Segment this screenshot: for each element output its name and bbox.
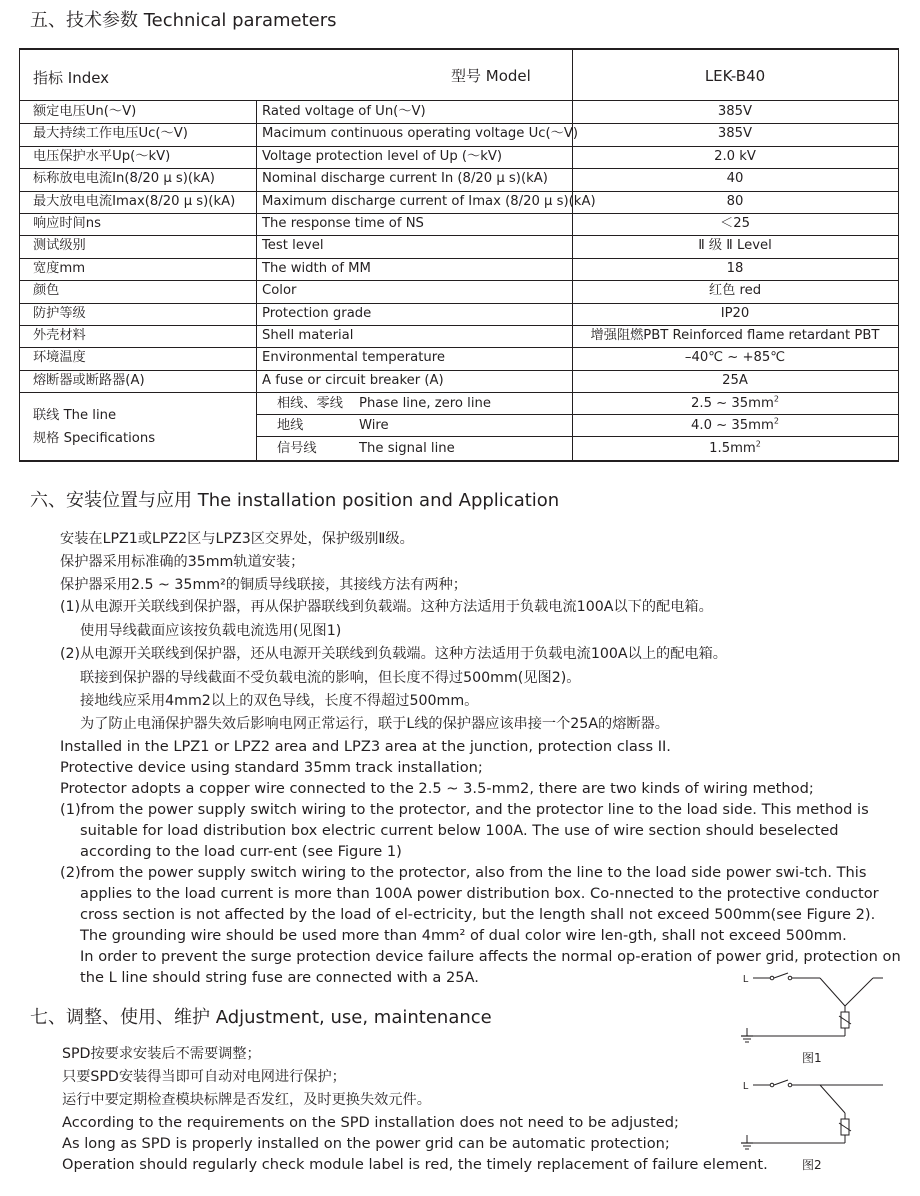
- spec-value-text: 4.0 ~ 35mm: [691, 418, 774, 433]
- table-header-value: LEK-B40: [704, 67, 766, 85]
- table-divider-spec: [256, 392, 257, 460]
- table-row-value: Ⅱ 级 Ⅱ Level: [698, 238, 772, 254]
- table-row-label-en: Protection grade: [262, 305, 372, 321]
- table-row-label-cn: 响应时间ns: [33, 216, 101, 231]
- section-6-line: (2)从电源开关联线到保护器，还从电源开关联线到负载端。这种方法适用于负载电流100A以上的配电箱。: [60, 646, 727, 662]
- table-row-rule: [19, 258, 899, 259]
- table-row-label-cn: 电压保护水平Up(～kV): [33, 148, 171, 164]
- table-row-rule: [19, 235, 899, 236]
- spec-row-rule-1: [256, 414, 899, 415]
- spec-row-en: The signal line: [359, 441, 455, 456]
- section-6-line: 保护器采用2.5 ~ 35mm²的铜质导线联接，其接线方法有两种；: [60, 577, 467, 593]
- table-row-label-en: Nominal discharge current In (8/20 μ s)(kA): [262, 171, 548, 187]
- table-row-label-cn: 最大放电电流Imax(8/20 μ s)(kA): [33, 193, 236, 209]
- table-row-rule: [19, 213, 899, 214]
- section-6-line: 使用导线截面应该按负载电流选用(见图1): [80, 623, 342, 639]
- section-6-line: cross section is not affected by the load of el-ectricity, but the length shall not exceed 500mm(see Figure 2).: [80, 906, 876, 923]
- table-border-left: [19, 50, 20, 460]
- table-row-label-en: Rated voltage of Un(～V): [262, 104, 426, 119]
- section-6-line: (2)from the power supply switch wiring to the protector, also from the line to the load side power swi-tch. This: [60, 864, 867, 881]
- section-6-line: Protective device using standard 35mm track installation;: [60, 759, 483, 776]
- table-row-label-cn: 标称放电电流In(8/20 μ s)(kA): [33, 171, 215, 187]
- section-6-line: 安装在LPZ1或LPZ2区与LPZ3区交界处，保护级别Ⅱ级。: [60, 531, 414, 547]
- section-6-line: In order to prevent the surge protection device failure affects the normal op-eration of power grid, protection on: [80, 948, 901, 965]
- table-row-label-cn: 测试级别: [33, 238, 86, 254]
- table-row-value: 2.0 kV: [714, 148, 756, 164]
- wiring-diagram-figure-2: [735, 1075, 895, 1165]
- table-row-rule: [19, 325, 899, 326]
- spec-row-cn: 地线: [277, 418, 304, 433]
- table-row-label-cn: 外壳材料: [33, 328, 86, 343]
- section-6-title: 六、安装位置与应用 The installation position and Application: [30, 490, 560, 511]
- section-6-line: 联接到保护器的导线截面不受负载电流的影响，但长度不得过500mm(见图2)。: [80, 670, 581, 686]
- table-row-value: –40℃ ~ +85℃: [684, 350, 786, 366]
- table-row-rule: [19, 146, 899, 147]
- section-6-line: according to the load curr-ent (see Figure 1): [80, 843, 402, 860]
- table-row-value: IP20: [720, 305, 750, 321]
- table-row-rule: [19, 168, 899, 169]
- table-row-rule: [19, 191, 899, 192]
- spec-row-value: [572, 417, 898, 435]
- spec-row-cn: 信号线: [277, 441, 317, 456]
- table-row-label-en: Voltage protection level of Up (～kV): [262, 148, 503, 164]
- section-7-title: 七、调整、使用、维护 Adjustment, use, maintenance: [30, 1007, 492, 1028]
- table-row-label-en: A fuse or circuit breaker (A): [262, 372, 444, 388]
- line-label-l: L: [743, 974, 749, 985]
- table-row-rule: [19, 347, 899, 348]
- table-row-value: 40: [726, 171, 744, 187]
- section-6-line: (1)from the power supply switch wiring to the protector, and the protector line to the load side. This method is: [60, 801, 869, 818]
- spec-table: [19, 48, 899, 462]
- section-7-line: 运行中要定期检查模块标牌是否发红，及时更换失效元件。: [62, 1092, 431, 1108]
- table-row-value: 385V: [717, 104, 753, 119]
- table-row-value: 80: [726, 193, 744, 209]
- table-row-label-en: The width of MM: [262, 260, 371, 276]
- table-row-label-en: Environmental temperature: [262, 350, 446, 366]
- spec-row-en: Phase line, zero line: [359, 396, 491, 411]
- table-row-label-en: The response time of NS: [262, 216, 424, 231]
- line-spec-label-cn: 联线 The line: [33, 408, 117, 423]
- table-row-label-en: Color: [262, 283, 297, 299]
- section-6-line: 保护器采用标准确的35mm轨道安装；: [60, 554, 305, 570]
- section-7-line: Operation should regularly check module label is red, the timely replacement of failure element.: [62, 1156, 768, 1173]
- table-header-rule: [19, 100, 899, 101]
- table-header-model: 型号 Model: [451, 67, 531, 85]
- table-header-index: 指标 Index: [33, 69, 110, 87]
- section-6-line: 为了防止电涌保护器失效后影响电网正常运行，联于L线的保护器应该串接一个25A的熔断器。: [80, 716, 669, 732]
- table-row-value: 385V: [717, 126, 753, 142]
- table-row-label-cn: 防护等级: [33, 305, 86, 321]
- table-row-label-cn: 额定电压Un(～V): [33, 104, 137, 119]
- figure-2-caption: 图2: [802, 1158, 822, 1172]
- section-6-line: The grounding wire should be used more than 4mm² of dual color wire len-gth, shall not exceed 500mm.: [80, 927, 847, 944]
- table-row-rule: [19, 392, 899, 393]
- table-row-label-cn: 熔断器或断路器(A): [33, 372, 145, 388]
- section-6-line: suitable for load distribution box electric current below 100A. The use of wire section should beselected: [80, 822, 839, 839]
- table-row-label-cn: 环境温度: [33, 350, 86, 366]
- line-spec-label-en: 规格 Specifications: [33, 431, 156, 446]
- table-row-value: 增强阻燃PBT Reinforced flame retardant PBT: [590, 328, 880, 343]
- table-row-value: 18: [726, 260, 744, 276]
- spec-row-rule-2: [256, 436, 899, 437]
- section-7-line: According to the requirements on the SPD installation does not need to be adjusted;: [62, 1114, 679, 1131]
- table-row-label-en: Macimum continuous operating voltage Uc(～V): [262, 126, 579, 142]
- table-row-rule: [19, 123, 899, 124]
- spec-value-sup: 2: [755, 439, 761, 449]
- spec-row-cn: 相线、零线: [277, 396, 343, 411]
- table-row-value: 红色 red: [708, 283, 762, 299]
- figure-1-caption: 图1: [802, 1051, 822, 1065]
- spec-value-text: 2.5 ~ 35mm: [691, 396, 774, 411]
- section-6-line: Installed in the LPZ1 or LPZ2 area and LPZ3 area at the junction, protection class II.: [60, 738, 671, 755]
- section-6-line: 接地线应采用4mm2以上的双色导线，长度不得超过500mm。: [80, 693, 479, 709]
- table-row-label-cn: 颜色: [33, 283, 60, 299]
- table-row-rule: [19, 280, 899, 281]
- table-row-value: 25A: [722, 372, 748, 388]
- section-5-title: 五、技术参数 Technical parameters: [30, 10, 337, 31]
- table-row-rule: [19, 303, 899, 304]
- table-row-label-cn: 宽度mm: [33, 260, 86, 276]
- section-7-line: 只要SPD安装得当即可自动对电网进行保护；: [62, 1069, 346, 1085]
- table-row-label-en: Test level: [262, 238, 324, 254]
- spec-row-value: [572, 395, 898, 413]
- table-row-label-en: Maximum discharge current of Imax (8/20 μ s)(kA): [262, 193, 596, 209]
- table-row-value: ＜25: [720, 216, 750, 231]
- section-6-line: Protector adopts a copper wire connected to the 2.5 ~ 3.5-mm2, there are two kinds of wiring method;: [60, 780, 814, 797]
- section-6-line: the L line should string fuse are connected with a 25A.: [80, 969, 479, 986]
- spec-value-text: 1.5mm: [709, 441, 756, 456]
- line-label-l: L: [743, 1081, 749, 1092]
- spec-row-en: Wire: [359, 418, 389, 433]
- section-7-line: SPD按要求安装后不需要调整；: [62, 1046, 261, 1062]
- section-6-line: applies to the load current is more than 100A power distribution box. Co-nnected to the protective conductor: [80, 885, 879, 902]
- spec-value-sup: 2: [773, 394, 779, 404]
- wiring-diagram-figure-1: [735, 968, 895, 1060]
- table-row-label-en: Shell material: [262, 328, 354, 343]
- table-row-rule: [19, 370, 899, 371]
- section-7-line: As long as SPD is properly installed on the power grid can be automatic protection;: [62, 1135, 670, 1152]
- table-border-right: [898, 50, 899, 460]
- spec-value-sup: 2: [773, 416, 779, 426]
- section-6-line: (1)从电源开关联线到保护器，再从保护器联线到负载端。这种方法适用于负载电流100A以下的配电箱。: [60, 599, 713, 615]
- spec-row-value: [572, 440, 898, 458]
- table-row-label-cn: 最大持续工作电压Uc(～V): [33, 126, 188, 142]
